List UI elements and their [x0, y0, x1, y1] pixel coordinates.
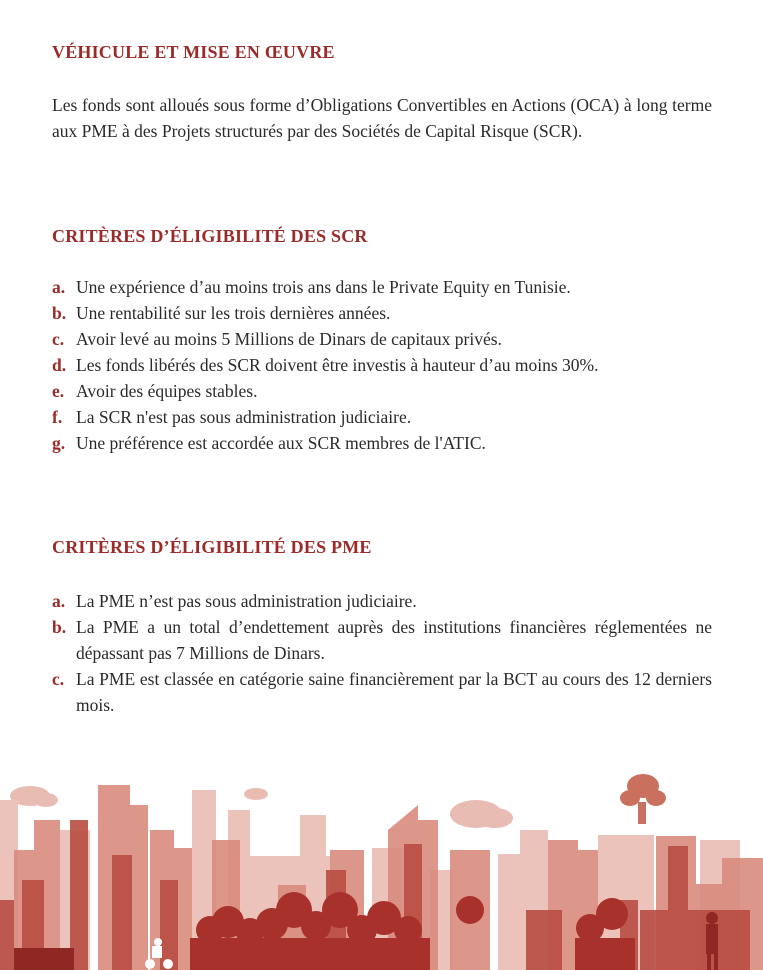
list-text: La SCR n'est pas sous administration judiciaire.	[76, 407, 412, 427]
list-marker: d.	[52, 355, 67, 375]
city-skyline-illustration	[0, 760, 763, 970]
list-item	[52, 326, 712, 352]
list-marker: b.	[52, 303, 67, 323]
list-marker: e.	[52, 381, 65, 401]
list-text: Une préférence est accordée aux SCR membres de l'ATIC.	[76, 433, 486, 453]
list-marker: a.	[52, 591, 66, 611]
list-text: Une expérience d’au moins trois ans dans le Private Equity en Tunisie.	[76, 277, 571, 297]
list-text: La PME a un total d’endettement auprès des institutions financières réglementées ne dépassant pas 7 Millions de Dinars.	[76, 617, 712, 663]
list-item	[52, 430, 712, 456]
list-text: La PME est classée en catégorie saine financièrement par la BCT au cours des 12 derniers mois.	[76, 669, 712, 715]
section-title-pme: CRITÈRES D’ÉLIGIBILITÉ DES PME	[52, 537, 372, 557]
list-item	[52, 588, 712, 614]
list-marker: g.	[52, 433, 66, 453]
list-item	[52, 666, 712, 718]
list-marker: a.	[52, 277, 66, 297]
list-text: La PME n’est pas sous administration judiciaire.	[76, 591, 417, 611]
list-marker: b.	[52, 617, 67, 637]
list-text: Une rentabilité sur les trois dernières années.	[76, 303, 391, 323]
section-title-scr: CRITÈRES D’ÉLIGIBILITÉ DES SCR	[52, 226, 368, 246]
list-marker: c.	[52, 669, 65, 689]
list-text: Avoir levé au moins 5 Millions de Dinars de capitaux privés.	[76, 329, 502, 349]
list-item	[52, 300, 712, 326]
list-item	[52, 352, 712, 378]
list-marker: c.	[52, 329, 65, 349]
list-marker: f.	[52, 407, 63, 427]
section-paragraph-vehicule: Les fonds sont alloués sous forme d’Obligations Convertibles en Actions (OCA) à long terme aux PME à des Projets structurés par des Sociétés de Capital Risque (SCR).	[52, 95, 712, 141]
list-text: Avoir des équipes stables.	[76, 381, 258, 401]
list-item	[52, 404, 712, 430]
list-item	[52, 274, 712, 300]
list-item	[52, 378, 712, 404]
list-text: Les fonds libérés des SCR doivent être investis à hauteur d’au moins 30%.	[76, 355, 599, 375]
section-title-vehicule: VÉHICULE ET MISE EN ŒUVRE	[52, 42, 335, 62]
list-item	[52, 614, 712, 666]
pme-criteria-list	[52, 588, 712, 718]
scr-criteria-list	[52, 274, 712, 456]
